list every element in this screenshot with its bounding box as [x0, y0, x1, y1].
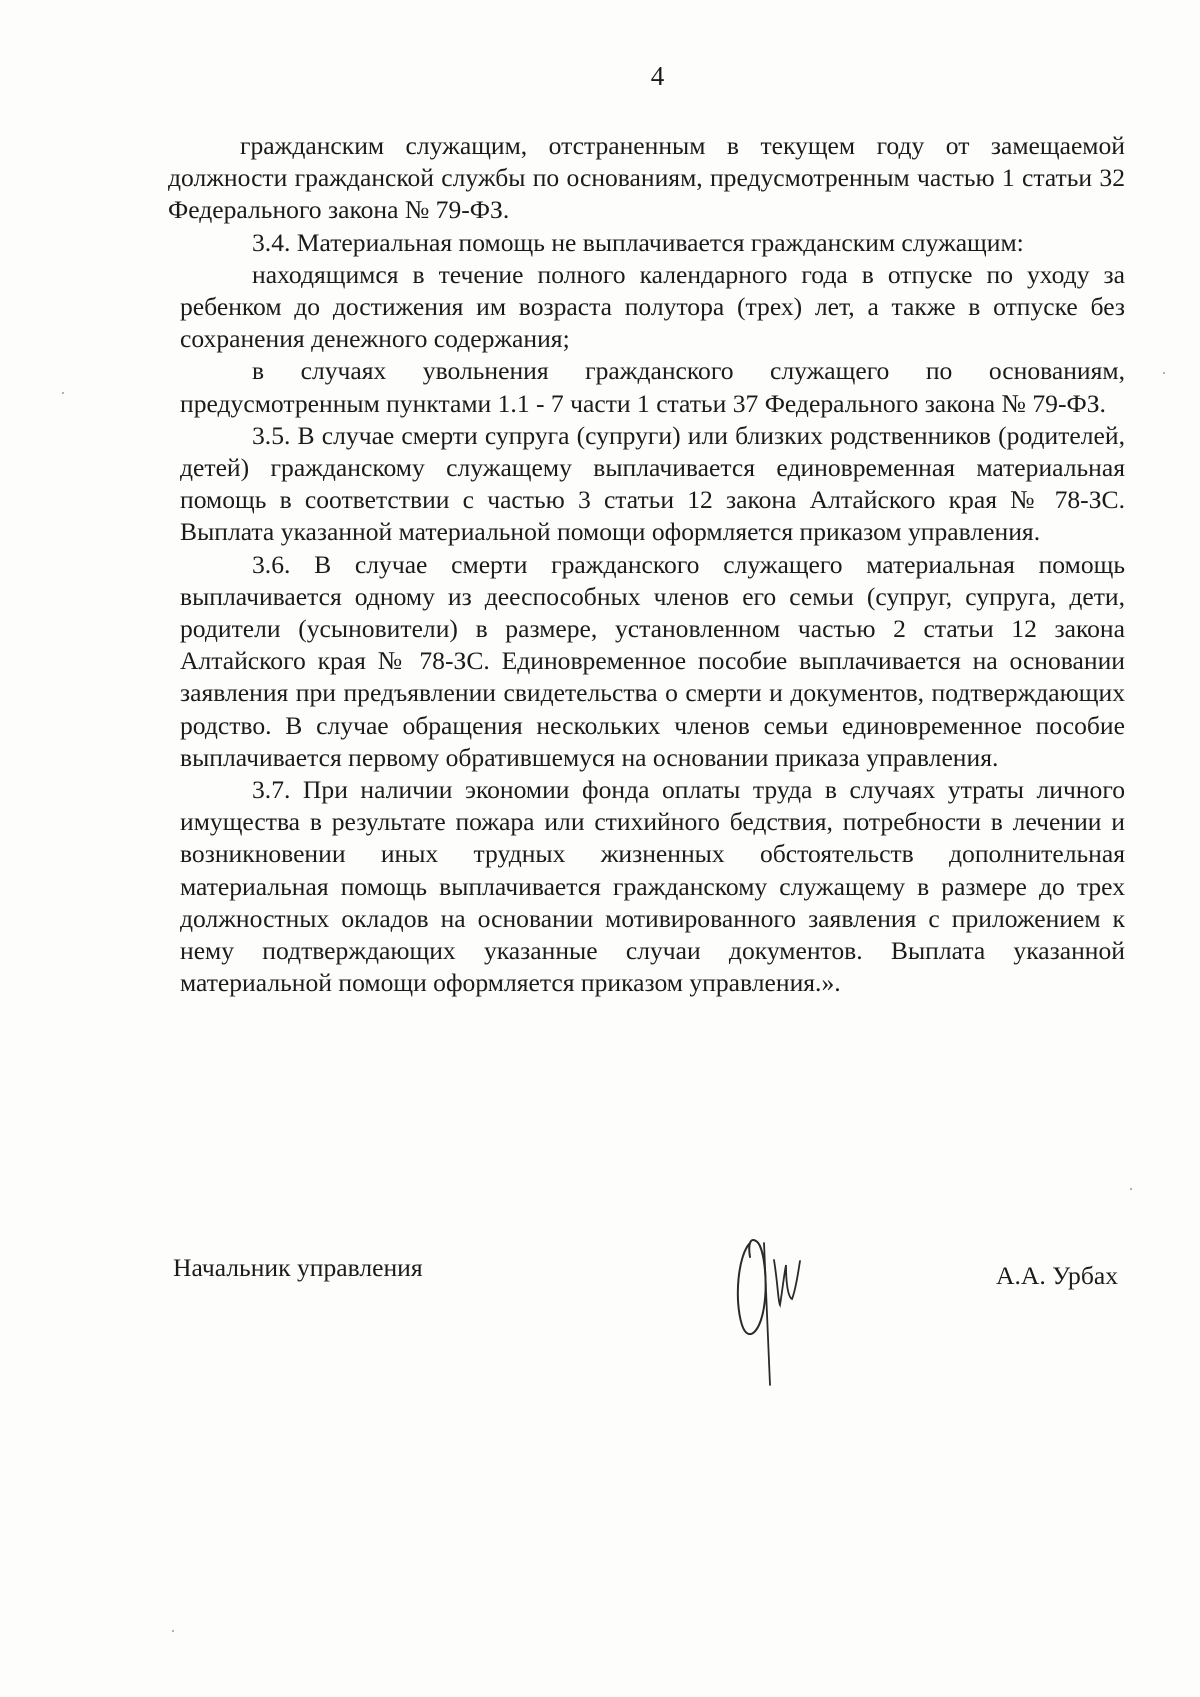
scan-speck — [1130, 1188, 1132, 1190]
signatory-name: А.А. Урбах — [995, 1261, 1118, 1290]
paragraph-3-7: 3.7. При наличии экономии фонда оплаты труда в случаях утраты личного имущества в результате пожара или стихийного бедствия, потребности в лечении и возникновении иных трудных жизненных обстоятельств дополнительная материальная помощь выплачивается гражданскому служащему в размере до трех должностных окладов на основании мотивированного заявления с приложением к нему подтверждающих указанные случаи документов. Выплата указанной материальной помощи оформляется приказом управления.». — [180, 775, 1125, 998]
scan-speck — [62, 392, 64, 394]
paragraph-3-6: 3.6. В случае смерти гражданского служащего материальная помощь выплачивается одному из дееспособных членов его семьи (супруг, супруга, дети, родители (усыновители) в размере, установленном частью 2 статьи 12 закона Алтайского края № 78-ЗС. Единовременное пособие выплачивается на основании заявления при предъявлении свидетельства о смерти и документов, подтверждающих родство. В случае обращения нескольких членов семьи единовременное пособие выплачивается первому обратившемуся на основании приказа управления. — [180, 549, 1125, 772]
scan-speck — [172, 1630, 174, 1632]
paragraph-continuation-3-3: гражданским служащим, отстраненным в текущем году от замещаемой должности гражданской службы по основаниям, предусмотренным частью 1 статьи 32 Федерального закона № 79-ФЗ. — [168, 131, 1125, 225]
handwritten-signature — [720, 1215, 830, 1395]
page-number: 4 — [650, 61, 665, 91]
paragraph-3-5: 3.5. В случае смерти супруга (супруги) или близких родственников (родителей, детей) гражданскому служащему выплачивается единовременная материальная помощь в соответствии с частью 3 статьи 12 закона Алтайского края № 78-ЗС. Выплата указанной материальной помощи оформляется приказом управления. — [180, 420, 1125, 547]
document-body — [168, 130, 1125, 999]
signatory-position: Начальник управления — [173, 1253, 423, 1282]
paragraph-3-4-item-leave: находящимся в течение полного календарного года в отпуске по уходу за ребенком до достижения им возраста полутора (трех) лет, а также в отпуске без сохранения денежного содержания; — [180, 259, 1125, 354]
paragraph-3-4: 3.4. Материальная помощь не выплачивается гражданским служащим: — [252, 227, 1024, 257]
paragraph-3-4-item-dismissal: в случаях увольнения гражданского служащего по основаниям, предусмотренным пунктами 1.1 - 7 части 1 статьи 37 Федерального закона № 79-ФЗ. — [180, 356, 1125, 418]
signature-block — [173, 1252, 1118, 1290]
scan-speck — [1163, 372, 1165, 374]
